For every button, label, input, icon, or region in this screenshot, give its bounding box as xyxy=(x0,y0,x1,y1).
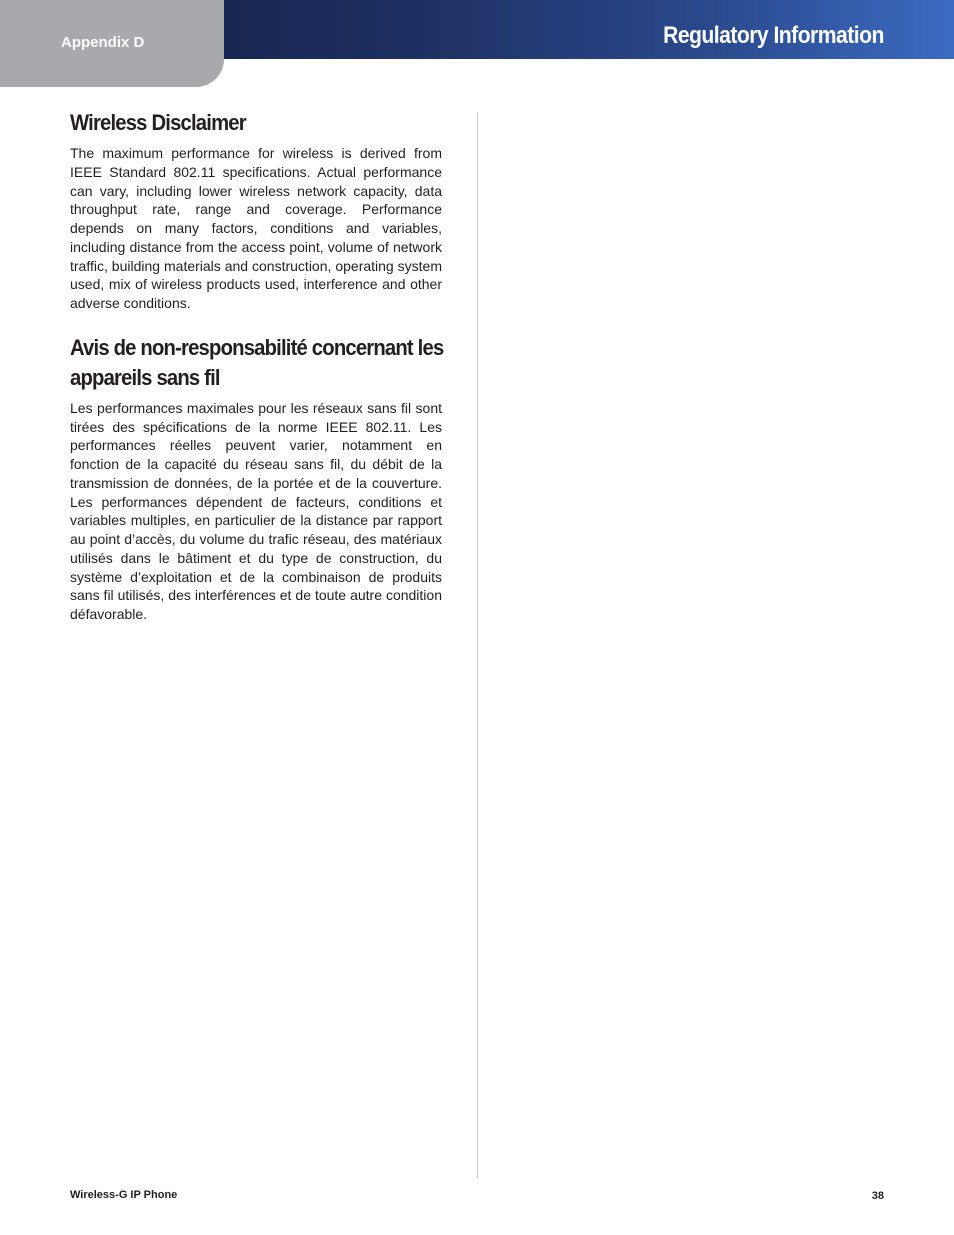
left-column xyxy=(70,106,442,624)
avis-heading xyxy=(70,333,444,393)
avis-heading-line1: Avis de non-responsabilité concernant les xyxy=(70,334,444,360)
column-divider xyxy=(477,112,478,1178)
wireless-disclaimer-body: The maximum performance for wireless is derived from IEEE Standard 802.11 specifications. Actual performance can vary, including lower wireless network capacity, data throughput rate, range and coverage. Performance depends on many factors, conditions and variables, including distance from the access point, volume of network traffic, building materials and construction, operating system used, mix of wireless products used, interference and other adverse conditions. xyxy=(70,145,442,311)
appendix-tab xyxy=(0,0,224,87)
avis-body: Les performances maximales pour les réseaux sans fil sont tirées des spécifications de la norme IEEE 802.11. Les performances réelles peuvent varier, notamment en fonction de la capacité du réseau sans fil, du débit de la transmission de données, de la portée et de la couverture. Les performances dépendent de facteurs, conditions et variables multiples, en particulier de la distance par rapport au point d’accès, du volume du trafic réseau, des matériaux utilisés dans le bâtiment et du type de construction, du système d’exploitation et de la combinaison de produits sans fil utilisés, des interférences et de toute autre condition défavorable. xyxy=(70,399,442,622)
appendix-label: Appendix D xyxy=(61,34,145,51)
avis-heading-line2: appareils sans fil xyxy=(70,364,220,390)
wireless-disclaimer-heading: Wireless Disclaimer xyxy=(70,110,246,135)
footer-page-number: 38 xyxy=(871,1190,884,1202)
footer-product-name: Wireless-G IP Phone xyxy=(70,1189,178,1201)
page-title: Regulatory Information xyxy=(663,22,884,49)
